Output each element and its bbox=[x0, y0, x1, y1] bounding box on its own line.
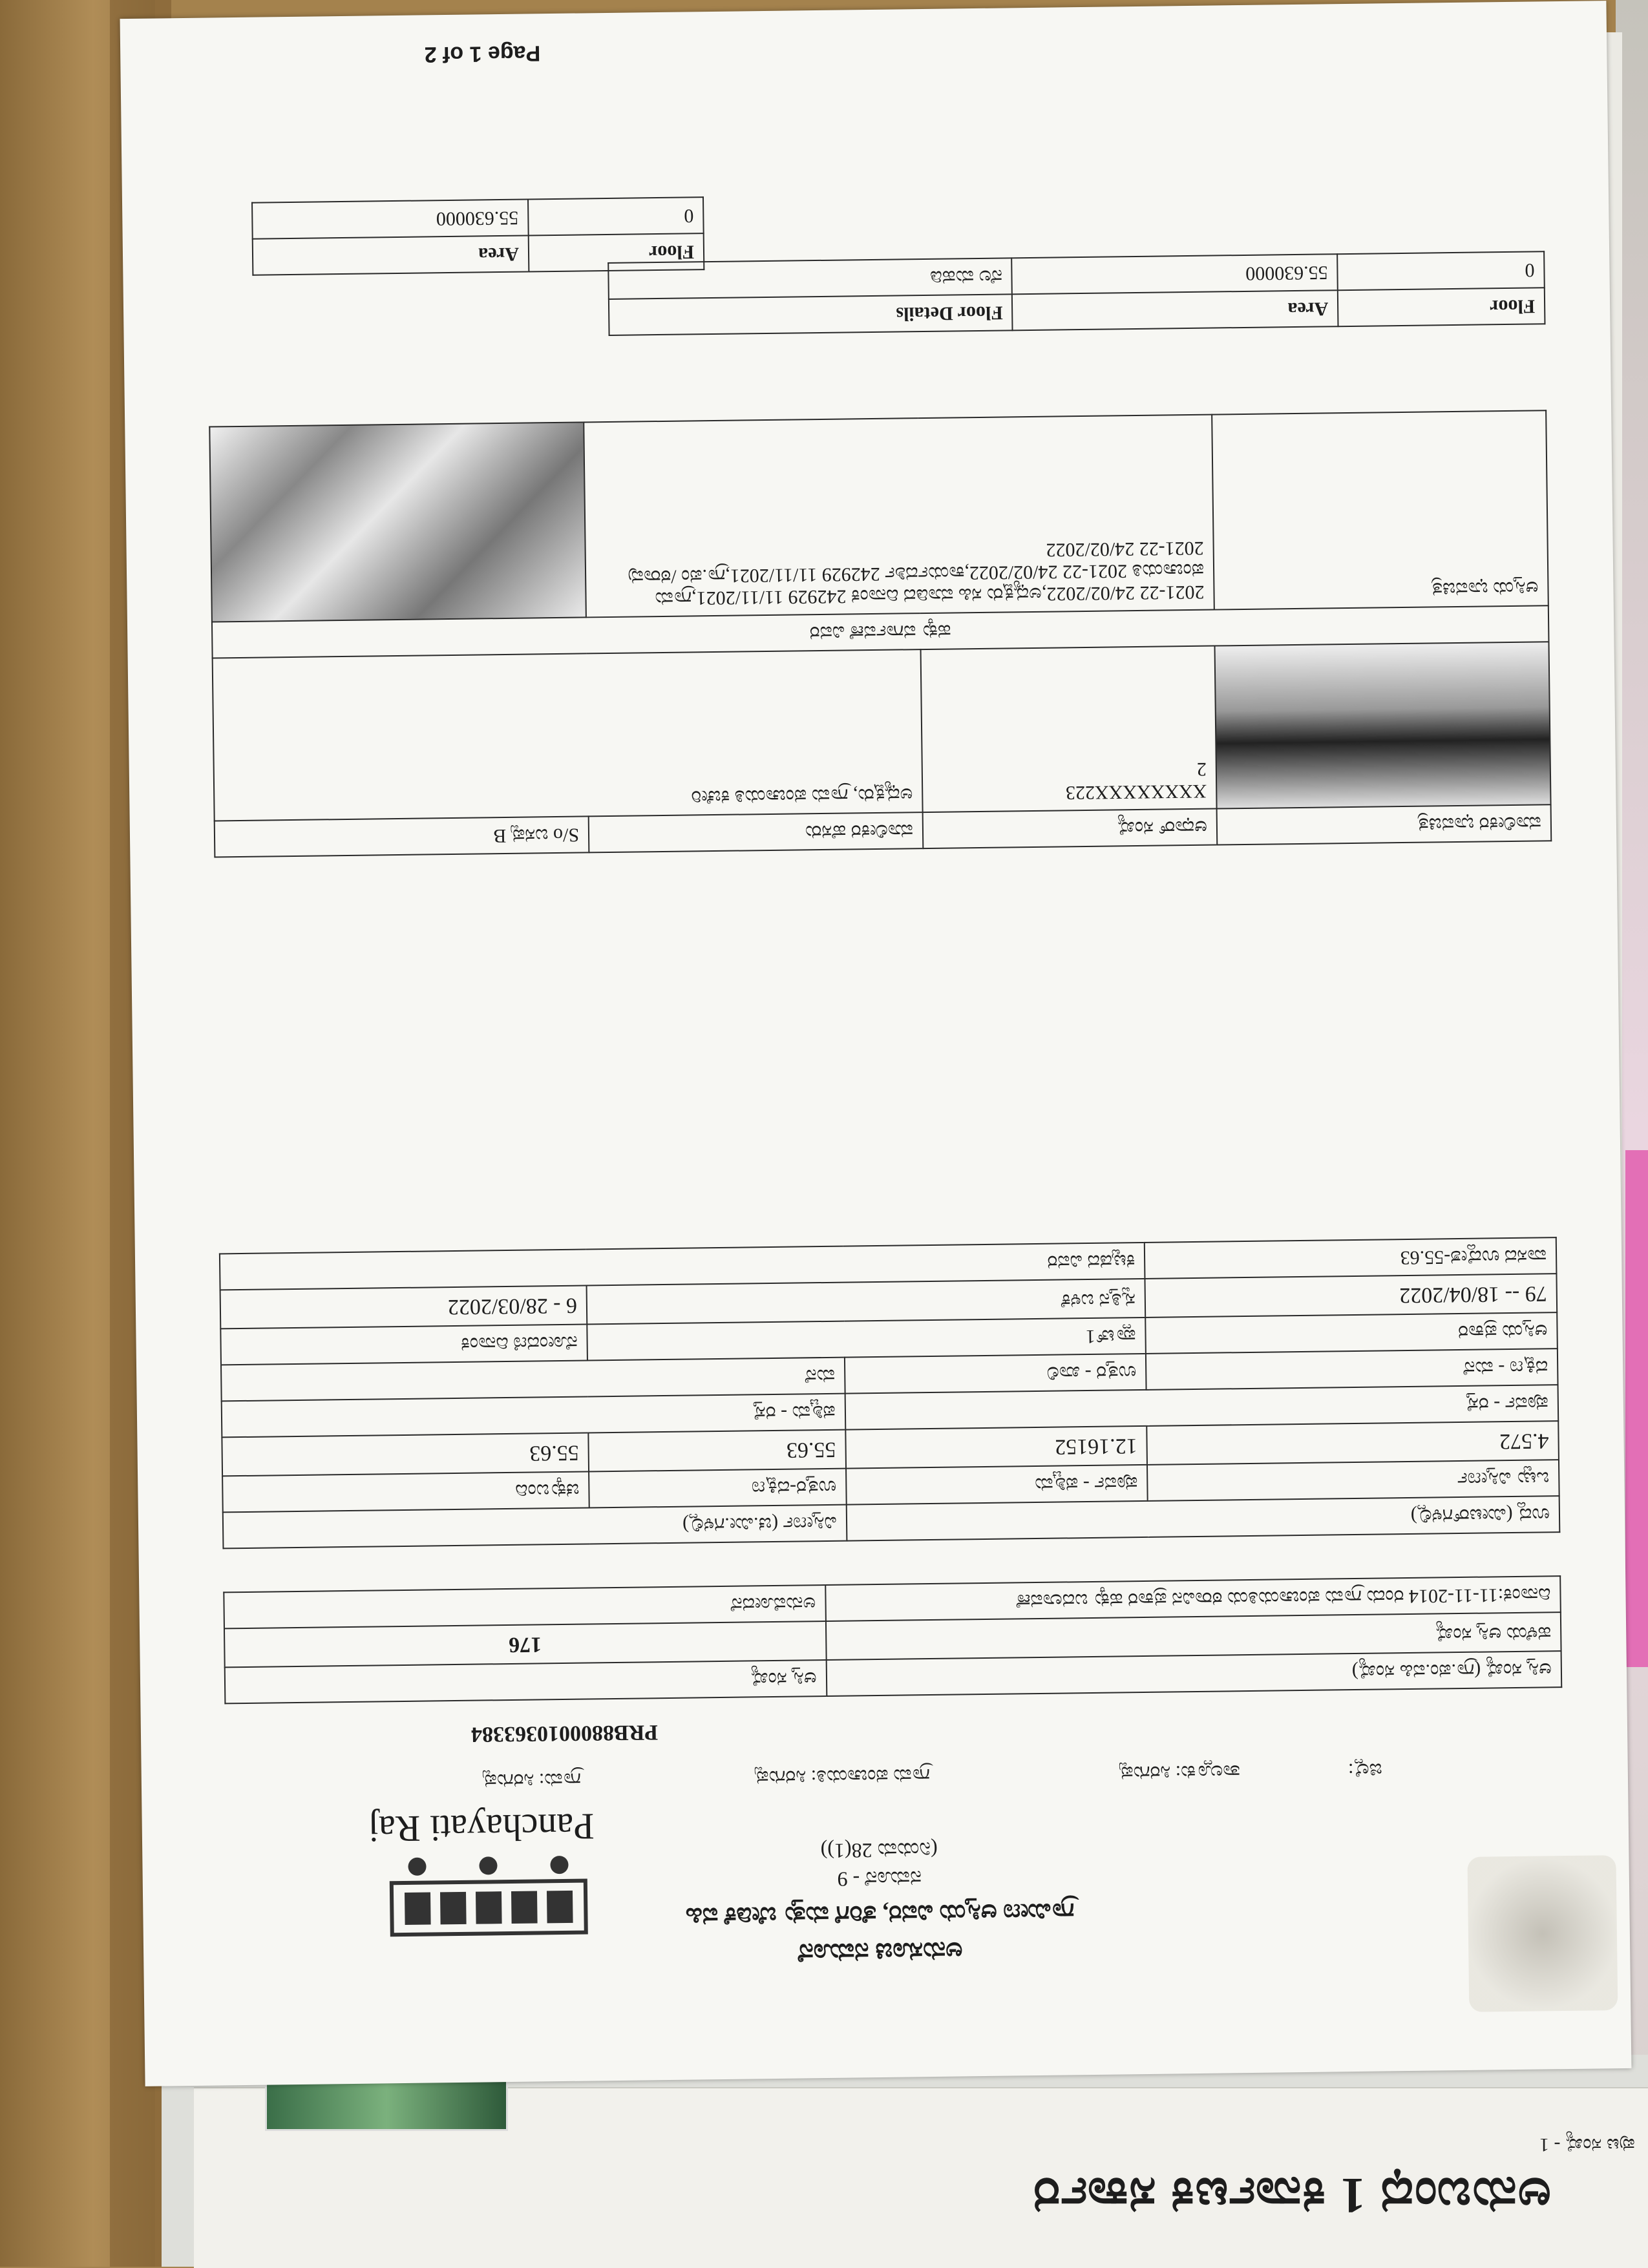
total-label: ಒಟ್ಟು ವಿಸ್ತೀರ್ಣ bbox=[1147, 1460, 1559, 1501]
asset-number-label: ಆಸ್ತಿ ಸಂಖ್ಯೆ (ಗ್ರಾ.ಪಂ.ವಹಿ ಸಂಖ್ಯೆ) bbox=[826, 1651, 1561, 1696]
floor-summary-value: 0 bbox=[528, 197, 704, 235]
floor-summary-table bbox=[251, 196, 704, 276]
pink-tab bbox=[1625, 1150, 1648, 1667]
east-west-label: ಪೂರ್ವ - ಪಶ್ಚಿಮ bbox=[846, 1465, 1148, 1505]
bottom-page-title: ಅನುಬಂಧ 1 ಕರ್ನಾಟಕ ಸರ್ಕಾರ bbox=[1032, 2168, 1551, 2224]
e-khata-label: ಅನುಮೋದನೆ bbox=[224, 1585, 825, 1628]
aadhaar-label: ಆಧಾರ್ ಸಂಖ್ಯೆ bbox=[923, 809, 1218, 849]
owner-table bbox=[209, 410, 1552, 857]
area-table bbox=[219, 1237, 1560, 1549]
floor-value: 0 bbox=[1337, 251, 1544, 290]
count-value: 2 bbox=[1196, 758, 1207, 780]
reg-label: ನೋಂದಣಿ ದಿನಾಂಕ bbox=[220, 1324, 587, 1365]
panchayati-raj-logo-icon bbox=[365, 1848, 612, 1974]
transfer-text: 2021-22 24/02/2022,ಅಧ್ಯಕ್ಷರು ಸಹಿ ಮಾಡಿದ ದಿನಾಂಕ 242929 11/11/2021,ಗ್ರಾಮ ಪಂಚಾಯತಿ 2021-22 24/02/2022,ಕಾರ್ಯದರ್ಶಿ 242929 11/11/2021,ಗ್ರಾ.ಪಂ /ಠರಾವು 2021-22 24/02/2022 bbox=[584, 415, 1214, 618]
old-number-label: ಹಳೆಯ ಆಸ್ತಿ ಸಂಖ್ಯೆ bbox=[826, 1612, 1561, 1660]
floor-summary-area: 55.630000 bbox=[252, 199, 529, 238]
bottom-page-label: ಪುಟ ಸಂಖ್ಯೆ - 1 bbox=[1539, 2134, 1635, 2156]
reg-value-2: 79 -- 18/04/2022 bbox=[1145, 1274, 1558, 1318]
area-value: 55.630000 bbox=[1012, 254, 1338, 294]
taluk-label: ತಾಲ್ಲೂಕು: bbox=[1175, 1761, 1241, 1783]
boundary-west: ಪಶ್ಚಿಮ - ರಸ್ತೆ bbox=[222, 1394, 845, 1438]
property-id-label: ಆಸ್ತಿ ಸಂಖ್ಯೆ bbox=[225, 1660, 827, 1703]
village-value: ಸಿರಗುಪ್ಪ bbox=[483, 1769, 534, 1792]
usage-value: ವಾಸದ ಉದ್ದೇಶ-55.63 bbox=[1145, 1237, 1557, 1279]
scanned-document bbox=[120, 1, 1632, 2086]
area-col-header: Area bbox=[1012, 290, 1338, 330]
property-photo bbox=[209, 422, 586, 622]
header-line-4: (ನಿಯಮ 28(1)) bbox=[820, 1838, 938, 1864]
boundary-east: ಪೂರ್ವ - ರಸ್ತೆ bbox=[845, 1385, 1558, 1429]
page-number: Page 1 of 2 bbox=[424, 41, 541, 67]
boundary-north: ಉತ್ತರ - ಖಾಲಿ bbox=[845, 1354, 1146, 1394]
floor-details-table bbox=[607, 251, 1545, 336]
gp-value: ಸಿರಗುಪ್ಪ bbox=[754, 1766, 807, 1789]
owner-name-value: S/o ಬಸಪ್ಪ B bbox=[215, 816, 589, 857]
district-label: ಜಿಲ್ಲೆ: bbox=[1347, 1759, 1382, 1781]
photo-label: ಆಸ್ತಿಯ ಭಾವಚಿತ್ರ bbox=[1212, 410, 1548, 609]
aadhaar-value: XXXXXXXX223 bbox=[1065, 780, 1207, 804]
area-value-2: 12.16152 bbox=[845, 1426, 1147, 1469]
ground-floor-label: ನೆಲ ಮಹಡಿ bbox=[608, 258, 1012, 299]
building-label: ಕಟ್ಟಡದ ವಿವರ bbox=[220, 1243, 1145, 1290]
area-label: ವಿಸ್ತೀರ್ಣ (ಚ.ಮೀ.ಗಳಲ್ಲಿ) bbox=[223, 1505, 847, 1549]
reg-value-1: 6 - 28/03/2022 bbox=[220, 1285, 587, 1328]
aadhaar-cell bbox=[921, 646, 1217, 813]
right-holder-label: ಮಾಲೀಕರ ಭಾವಚಿತ್ರ bbox=[1217, 804, 1552, 845]
header-line-1: ಅನುಸೂಚಿ ನಮೂನೆ bbox=[798, 1937, 963, 1968]
area-value-4: 55.63 bbox=[222, 1433, 589, 1476]
length-label: ಉದ್ದ (ಮೀಟರ್‌ಗಳಲ್ಲಿ) bbox=[847, 1496, 1560, 1540]
property-type-value: ಮನೆ bbox=[221, 1358, 845, 1402]
meta-village bbox=[483, 1769, 581, 1792]
meta-taluk bbox=[1119, 1760, 1240, 1783]
taluk-value: ಸಿರಗುಪ್ಪ bbox=[1119, 1761, 1171, 1784]
boundaries-label: ಚಕ್ಕುಬಂದಿ bbox=[222, 1471, 589, 1512]
floor-details-header: Floor Details bbox=[609, 294, 1013, 335]
owner-name-label: ಮಾಲೀಕರ ಹೆಸರು bbox=[589, 812, 924, 852]
e-khata-value: ದಿನಾಂಕ:11-11-2014 ರಂದು ಗ್ರಾಮ ಪಂಚಾಯತಿಯ ಠರಾವಿನ ಪ್ರಕಾರ ಹಕ್ಕು ಬದಲಾವಣೆ bbox=[825, 1576, 1561, 1621]
usage-label: ಸ್ವತ್ತಿನ ಬಳಕೆ bbox=[587, 1279, 1146, 1325]
north-south-label: ಉತ್ತರ-ದಕ್ಷಿಣ bbox=[589, 1469, 846, 1508]
bottom-page bbox=[194, 2087, 1648, 2268]
emblem-icon bbox=[1467, 1855, 1618, 2012]
property-table bbox=[223, 1575, 1562, 1704]
floor-summary-col-floor: Floor bbox=[529, 233, 704, 271]
header-line-2: ಗ್ರಾಮೀಣ ಆಸ್ತಿಯ ವಿವರ, ತೆರಿಗೆ ಮತ್ತು ಬೇಡಿಕೆ ವಹಿ bbox=[685, 1898, 1075, 1930]
area-value-3: 55.63 bbox=[588, 1430, 845, 1472]
asset-number-value: 176 bbox=[224, 1621, 826, 1667]
transfer-label: ಹಕ್ಕು ವರ್ಗಾವಣೆ ವಿವರ bbox=[212, 605, 1549, 658]
gp-label: ಗ್ರಾಮ ಪಂಚಾಯತಿ: bbox=[810, 1765, 931, 1788]
owner-photo bbox=[1215, 642, 1551, 808]
property-type-label: ಆಸ್ತಿಯ ಪ್ರಕಾರ bbox=[1145, 1312, 1558, 1354]
boundary-south: ದಕ್ಷಿಣ - ಮನೆ bbox=[1146, 1349, 1558, 1390]
area-value-1: 4.572 bbox=[1146, 1421, 1559, 1465]
floor-summary-col-area: Area bbox=[253, 235, 529, 275]
floor-col-header: Floor bbox=[1338, 288, 1545, 326]
owner-address: ಅಧ್ಯಕ್ಷರು, ಗ್ರಾಮ ಪಂಚಾಯತಿ ಕಚೇರಿ bbox=[213, 649, 923, 821]
property-id: PRB8800010363384 bbox=[470, 1720, 659, 1747]
header-line-3: ನಮೂನೆ - 9 bbox=[837, 1867, 922, 1891]
village-label: ಗ್ರಾಮ: bbox=[538, 1769, 582, 1791]
floors-value: ಪ್ಲಾಟ್‌1 bbox=[587, 1318, 1146, 1361]
panchayati-raj-label: Panchayati Raj bbox=[368, 1805, 595, 1851]
meta-district bbox=[1348, 1759, 1382, 1781]
meta-gp bbox=[755, 1764, 930, 1788]
